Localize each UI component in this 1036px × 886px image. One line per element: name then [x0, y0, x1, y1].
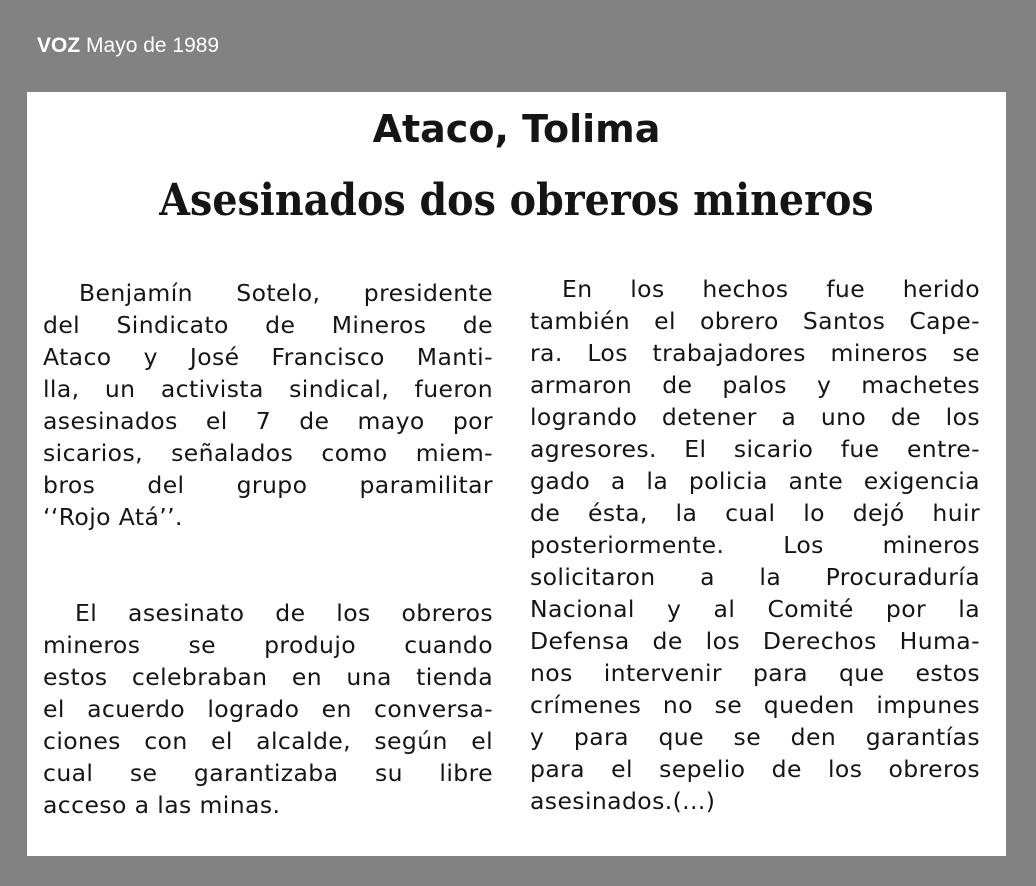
text-line: sicarios, señalados como miem- [43, 439, 493, 467]
column-left-paragraph-1 [43, 277, 493, 533]
text-line: del Sindicato de Mineros de [43, 311, 493, 339]
text-line: asesinados el 7 de mayo por [43, 407, 493, 435]
text-line: Benjamín Sotelo, presidente [79, 279, 493, 307]
text-line: ‘‘Rojo Atá’’. [43, 503, 183, 531]
text-line: gado a la policia ante exigencia [530, 467, 980, 495]
text-line: El asesinato de los obreros [75, 599, 493, 627]
newspaper-clipping [27, 92, 1006, 856]
publication-name: VOZ [37, 34, 81, 57]
text-line: asesinados.(...) [530, 787, 716, 815]
text-line: bros del grupo paramilitar [43, 471, 493, 499]
clipping-caption [37, 33, 219, 59]
text-line: y para que se den garantías [530, 723, 980, 751]
text-line: solicitaron a la Procuraduría [530, 563, 980, 591]
text-line: agresores. El sicario fue entre- [530, 435, 980, 463]
article-headline: Asesinados dos obreros mineros [159, 175, 874, 226]
text-line: posteriormente. Los mineros [530, 531, 980, 559]
text-line: Ataco y José Francisco Manti- [43, 343, 493, 371]
article-kicker: Ataco, Tolima [372, 107, 661, 151]
text-line: Defensa de los Derechos Huma- [530, 627, 980, 655]
text-line: crímenes no se queden impunes [530, 691, 980, 719]
text-line: logrando detener a uno de los [530, 403, 980, 431]
text-line: nos intervenir para que estos [530, 659, 980, 687]
text-line: En los hechos fue herido [562, 275, 980, 303]
text-line: también el obrero Santos Cape- [530, 307, 980, 335]
text-line: estos celebraban en una tienda [43, 663, 493, 691]
text-line: cual se garantizaba su libre [43, 759, 493, 787]
text-line: el acuerdo logrado en conversa- [43, 695, 493, 723]
publication-date: Mayo de 1989 [86, 34, 220, 57]
text-line: Nacional y al Comité por la [530, 595, 980, 623]
text-line: ciones con el alcalde, según el [43, 727, 493, 755]
text-line: armaron de palos y machetes [530, 371, 980, 399]
text-line: mineros se produjo cuando [43, 631, 493, 659]
column-right-paragraph-1 [530, 273, 980, 817]
text-line: acceso a las minas. [43, 791, 281, 819]
column-left-paragraph-2 [43, 597, 493, 821]
text-line: de ésta, la cual lo dejó huir [530, 499, 980, 527]
text-line: lla, un activista sindical, fueron [43, 375, 493, 403]
text-line: ra. Los trabajadores mineros se [530, 339, 980, 367]
text-line: para el sepelio de los obreros [530, 755, 980, 783]
